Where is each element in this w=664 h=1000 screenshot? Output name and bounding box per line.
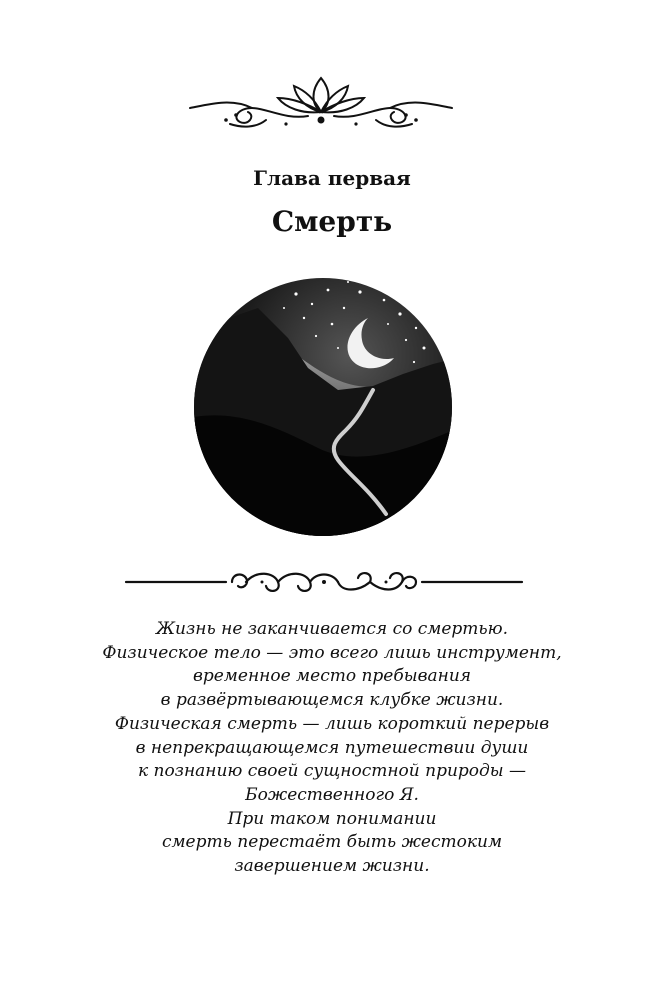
epigraph <box>0 618 664 879</box>
epigraph-line: Физическое тело — это всего лишь инструмент, <box>102 642 562 663</box>
epigraph-line: в развёртывающемся клубке жизни. <box>160 690 504 711</box>
scroll-flourish-divider-icon <box>124 560 524 600</box>
epigraph-line: завершением жизни. <box>234 856 430 877</box>
epigraph-line: Жизнь не заканчивается со смертью. <box>155 619 509 639</box>
epigraph-line: временное место пребывания <box>192 666 472 687</box>
chapter-title: Смерть <box>271 205 393 238</box>
epigraph-line: При таком понимании <box>227 808 437 829</box>
epigraph-line: в непрекращающемся путешествии души <box>135 737 529 758</box>
lotus-flourish-icon <box>186 68 456 130</box>
night-mountain-moon-illustration <box>188 278 458 536</box>
epigraph-line: к познанию своей сущностной природы — <box>137 761 527 782</box>
epigraph-line: смерть перестаёт быть жестоким <box>161 832 503 853</box>
chapter-label: Глава первая <box>253 166 411 190</box>
epigraph-line: Физическая смерть — лишь короткий перерыв <box>114 713 550 734</box>
epigraph-line: Божественного Я. <box>245 784 419 805</box>
